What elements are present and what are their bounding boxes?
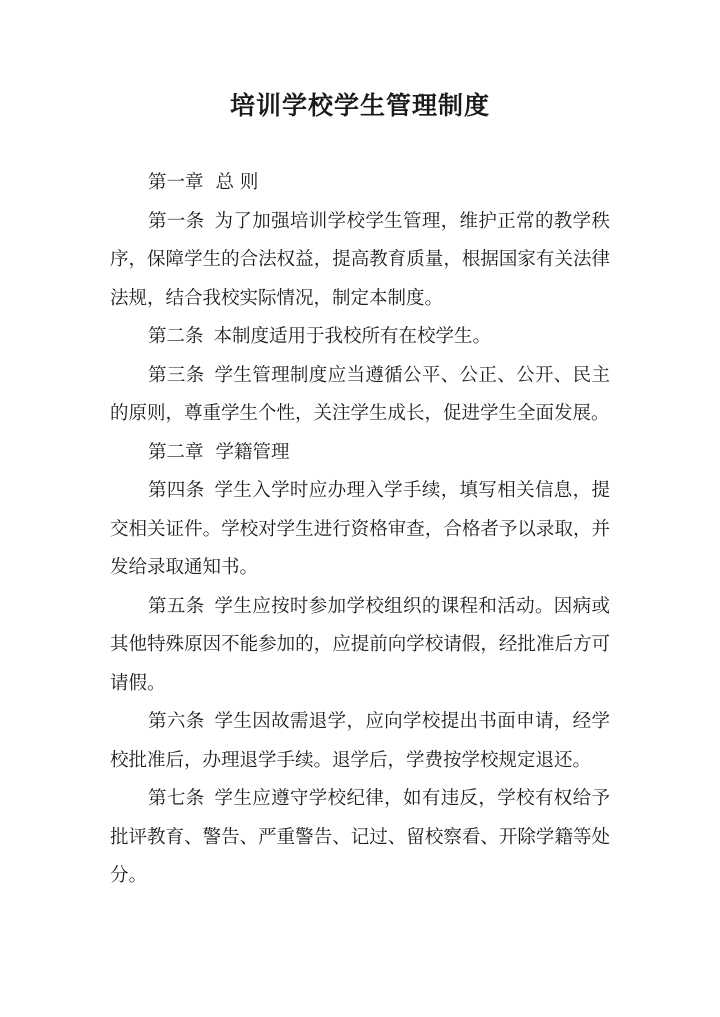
chapter-label: 第二章 bbox=[148, 441, 204, 463]
article-label: 第二条 bbox=[148, 326, 204, 347]
article-text: 为了加强培训学校学生管理，维护正常的教学秩序，保障学生的合法权益，提高教育质量，根据国家有关法律法规，结合我校实际情况，制定本制度。 bbox=[110, 210, 610, 309]
article-label: 第七条 bbox=[148, 788, 205, 809]
article-text: 学生管理制度应当遵循公平、公正、公开、民主的原则，尊重学生个性，关注学生成长，促进学生全面发展。 bbox=[110, 364, 610, 424]
document-body bbox=[110, 164, 610, 896]
article-text: 学生入学时应办理入学手续，填写相关信息，提交相关证件。学校对学生进行资格审查，合格者予以录取，并发给录取通知书。 bbox=[110, 480, 610, 578]
chapter-label: 第一章 bbox=[148, 172, 204, 193]
article-paragraph bbox=[110, 318, 610, 357]
article-text: 学生因故需退学，应向学校提出书面申请，经学校批准后，办理退学手续。退学后，学费按学校规定退还。 bbox=[110, 711, 610, 771]
chapter-heading bbox=[110, 164, 610, 203]
article-paragraph bbox=[110, 588, 610, 704]
article-label: 第四条 bbox=[148, 480, 205, 501]
article-label: 第五条 bbox=[148, 595, 205, 617]
article-paragraph bbox=[110, 203, 610, 319]
article-text: 学生应按时参加学校组织的课程和活动。因病或其他特殊原因不能参加的，应提前向学校请假，经批准后方可请假。 bbox=[110, 595, 610, 694]
article-label: 第一条 bbox=[148, 210, 205, 232]
article-text: 学生应遵守学校纪律，如有违反，学校有权给予批评教育、警告、严重警告、记过、留校察看、开除学籍等处分。 bbox=[110, 788, 610, 886]
article-text: 本制度适用于我校所有在校学生。 bbox=[213, 326, 492, 347]
chapter-title: 学籍管理 bbox=[215, 441, 290, 463]
chapter-title: 总 则 bbox=[215, 172, 259, 193]
chapter-heading bbox=[110, 434, 610, 473]
article-label: 第六条 bbox=[148, 711, 205, 732]
article-paragraph bbox=[110, 703, 610, 780]
article-label: 第三条 bbox=[148, 364, 205, 386]
article-paragraph bbox=[110, 357, 610, 434]
article-paragraph bbox=[110, 472, 610, 588]
document-title: 培训学校学生管理制度 bbox=[229, 91, 490, 120]
article-paragraph bbox=[110, 780, 610, 896]
